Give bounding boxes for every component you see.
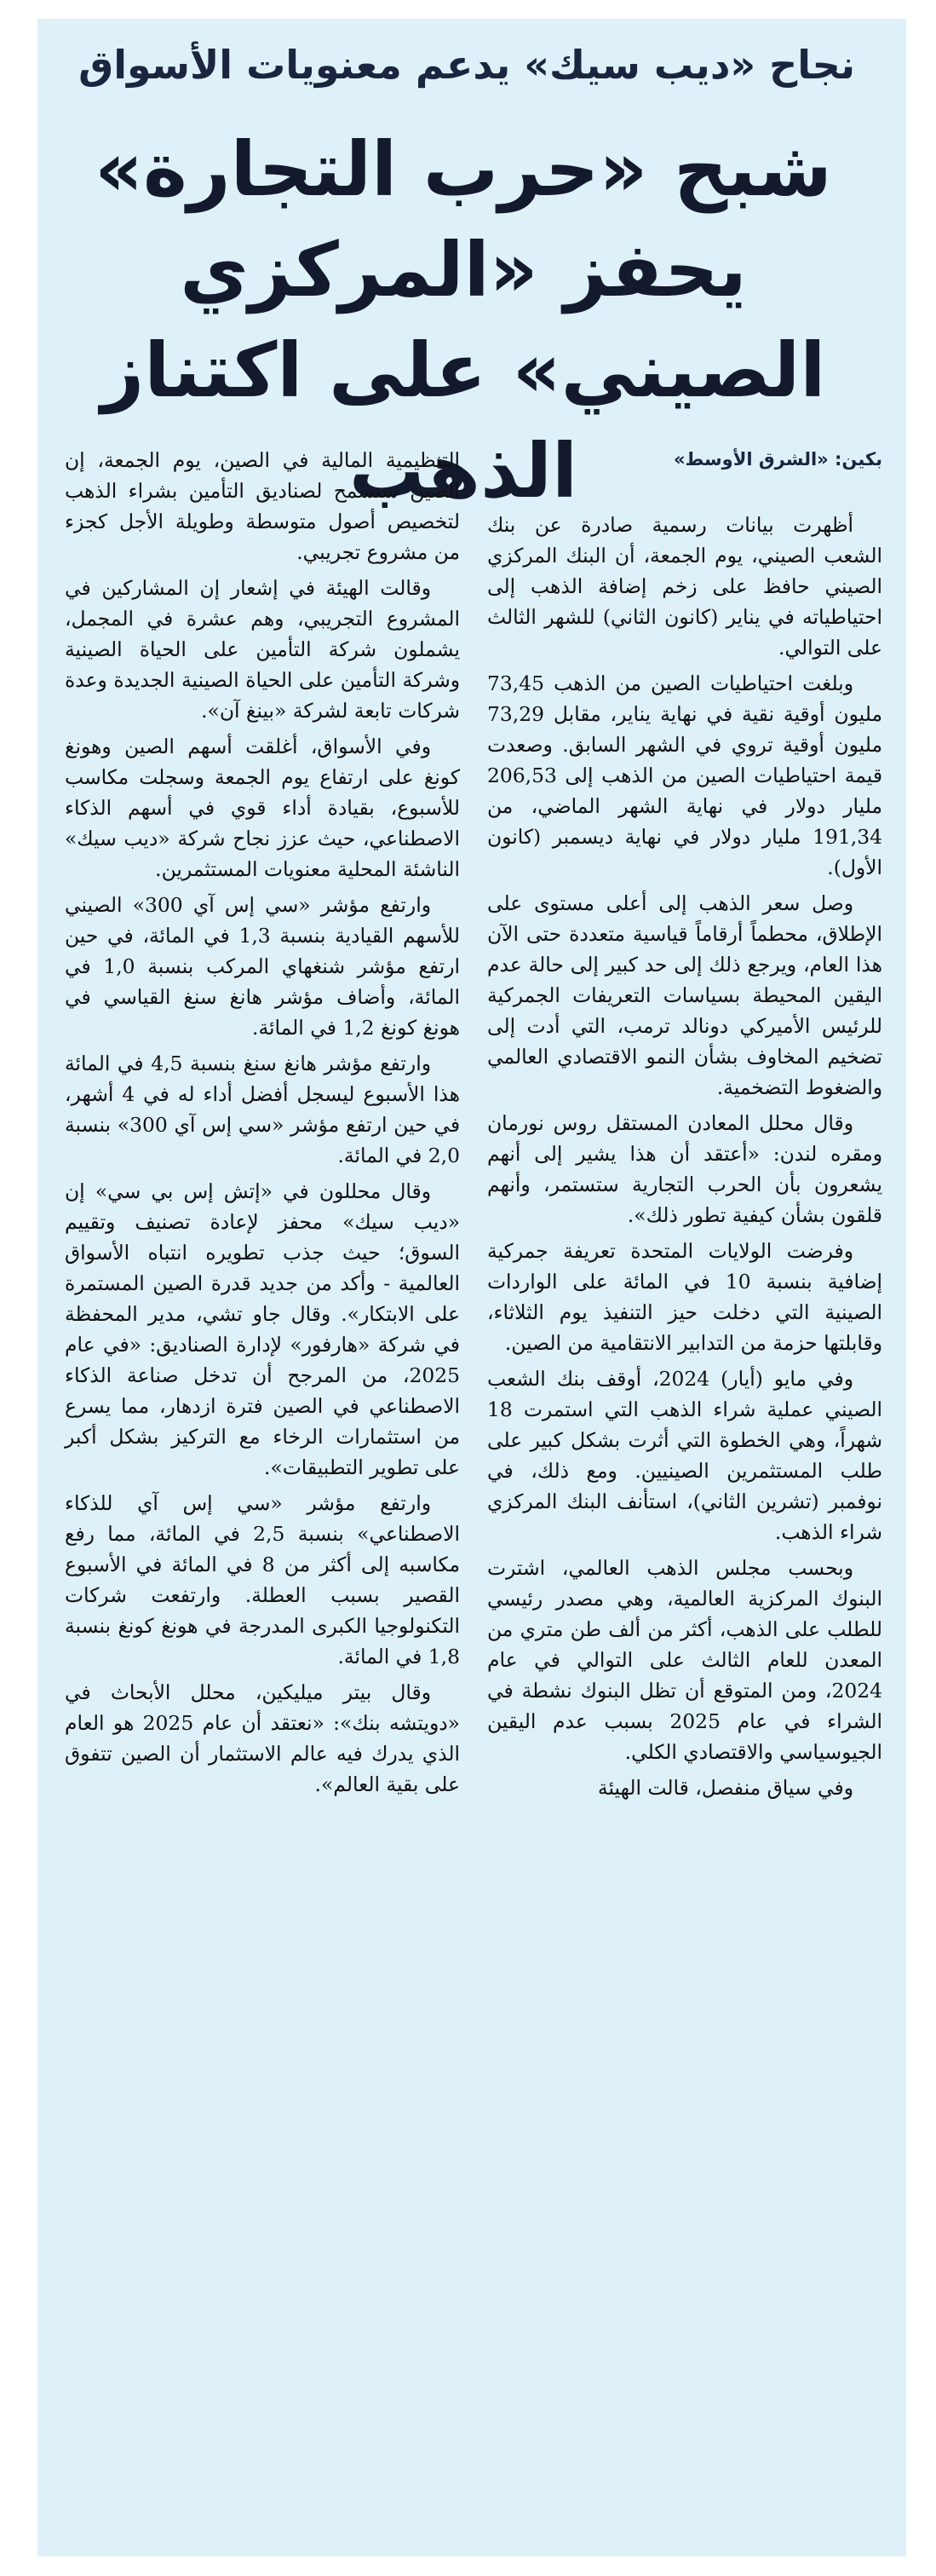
article-headline: شبح «حرب التجارة» يحفز «المركزي الصيني» على اكتناز الذهب (95, 125, 832, 515)
paragraph: وقالت الهيئة في إشعار إن المشاركين في المشروع التجريبي، وهم عشرة في المجمل، يشملون شركة التأمين على الحياة الصينية وشركة التأمين على الحياة الصينية الجديدة وعدة شركات تابعة لشركة «بينغ آن». (65, 576, 460, 723)
paragraph: وبلغت احتياطيات الصين من الذهب 73,45 مليون أوقية نقية في نهاية يناير، مقابل 73,29 مليون أوقية تروي في الشهر السابق. وصعدت قيمة احتياطيات الصين من الذهب إلى 206,53 مليار دولار في نهاية الشهر الماضي، من 191,34 مليار دولار في نهاية ديسمبر (كانون الأول). (487, 671, 882, 879)
article-column-left (65, 445, 460, 1805)
article-kicker: نجاح «ديب سيك» يدعم معنويات الأسواق (78, 42, 855, 88)
article-byline (487, 445, 882, 474)
byline-place: بكين: (835, 449, 882, 470)
paragraph: وفرضت الولايات المتحدة تعريفة جمركية إضافية بنسبة 10 في المائة على الواردات الصينية التي دخلت حيز التنفيذ يوم الثلاثاء، وقابلتها حزمة من التدابير الانتقامية من الصين. (487, 1239, 882, 1355)
paragraph: وقال محللون في «إتش إس بي سي» إن «ديب سيك» محفز لإعادة تصنيف وتقييم السوق؛ حيث جذب تطويره انتباه الأسواق العالمية - وأكد من جديد قدرة الصين المستمرة على الابتكار». وقال جاو تشي، مدير المحفظة في شركة «هارفور» لإدارة الصناديق: «في عام 2025، من المرجح أن تدخل صناعة الذكاء الاصطناعي في الصين فترة ازدهار، مما يسرع من استثمارات الرخاء مع التركيز بشكل أكبر على تطوير التطبيقات». (65, 1179, 460, 1479)
paragraph: وفي سياق منفصل، قالت الهيئة (597, 1776, 853, 1800)
paragraph: وصل سعر الذهب إلى أعلى مستوى على الإطلاق، محطماً أرقاماً قياسية متعددة حتى الآن هذا العام، ويرجع ذلك إلى حد كبير إلى حالة عدم اليقين المحيطة بسياسات التعريفات الجمركية للرئيس الأميركي دونالد ترمب، التي أدت إلى تضخيم المخاوف بشأن النمو الاقتصادي العالمي والضغوط التضخمية. (487, 891, 882, 1099)
paragraph: التنظيمية المالية في الصين، يوم الجمعة، إن الصين ستسمح لصناديق التأمين بشراء الذهب لتخصيص أصول متوسطة وطويلة الأجل كجزء من مشروع تجريبي. (65, 448, 460, 564)
paragraph: وارتفع مؤشر «سي إس آي للذكاء الاصطناعي» بنسبة 2,5 في المائة، مما رفع مكاسبه إلى أكثر من 8 في المائة في الأسبوع القصير بسبب العطلة. وارتفعت شركات التكنولوجيا الكبرى المدرجة في هونغ كونغ بنسبة 1,8 في المائة. (65, 1491, 460, 1668)
byline-source: «الشرق الأوسط» (673, 449, 829, 470)
paragraph: وقال بيتر ميليكين، محلل الأبحاث في «دويتشه بنك»: «نعتقد أن عام 2025 هو العام الذي يدرك فيه عالم الاستثمار أن الصين تتفوق على بقية العالم». (65, 1680, 460, 1796)
paragraph: وبحسب مجلس الذهب العالمي، اشترت البنوك المركزية العالمية، وهي مصدر رئيسي للطلب على الذهب، أكثر من ألف طن متري من المعدن للعام الثالث على التوالي في عام 2024، ومن المتوقع أن تظل البنوك نشطة في الشراء في عام 2025 بسبب عدم اليقين الجيوسياسي والاقتصادي الكلي. (487, 1556, 882, 1764)
paragraph: وارتفع مؤشر «سي إس آي 300» الصيني للأسهم القيادية بنسبة 1,3 في المائة، في حين ارتفع مؤشر شنغهاي المركب بنسبة 1,0 في المائة، وأضاف مؤشر هانغ سنغ القياسي في هونغ كونغ 1,2 في المائة. (65, 893, 461, 1040)
paragraph: أظهرت بيانات رسمية صادرة عن بنك الشعب الصيني، يوم الجمعة، أن البنك المركزي الصيني حافظ على زخم إضافة الذهب إلى احتياطياته في يناير (كانون الثاني) للشهر الثالث على التوالي. (487, 513, 882, 660)
paragraph: وقال محلل المعادن المستقل روس نورمان ومقره لندن: «أعتقد أن هذا يشير إلى أنهم يشعرون بأن الحرب التجارية ستستمر، وأنهم قلقون بشأن كيفية تطور ذلك». (487, 1111, 882, 1227)
paragraph: وفي مايو (أيار) 2024، أوقف بنك الشعب الصيني عملية شراء الذهب التي استمرت 18 شهراً، وهي الخطوة التي أثرت بشكل كبير على طلب المستثمرين الصينيين. ومع ذلك، في نوفمبر (تشرين الثاني)، استأنف البنك المركزي شراء الذهب. (487, 1367, 882, 1544)
article-panel (37, 19, 906, 2556)
paragraph: وفي الأسواق، أغلقت أسهم الصين وهونغ كونغ على ارتفاع يوم الجمعة وسجلت مكاسب للأسبوع، بقيادة أداء قوي في أسهم الذكاء الاصطناعي، حيث عزز نجاح شركة «ديب سيك» الناشئة المحلية معنويات المستثمرين. (65, 735, 460, 881)
article-column-right (487, 445, 882, 1808)
paragraph: وارتفع مؤشر هانغ سنغ بنسبة 4,5 في المائة هذا الأسبوع ليسجل أفضل أداء له في 4 أشهر، في حين ارتفع مؤشر «سي إس آي 300» بنسبة 2,0 في المائة. (65, 1052, 461, 1167)
